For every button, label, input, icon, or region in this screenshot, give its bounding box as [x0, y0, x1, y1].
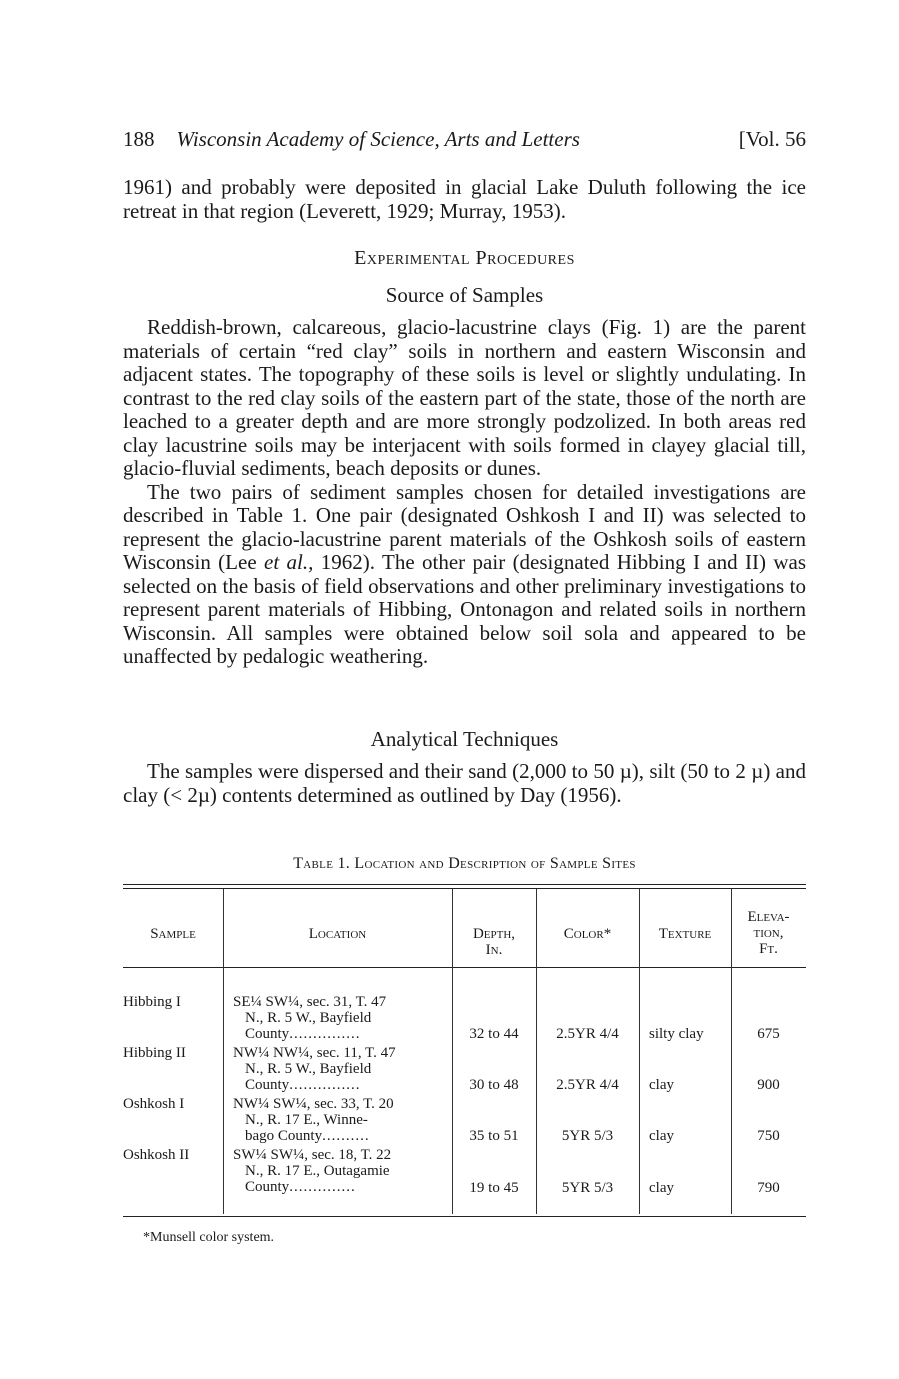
cell-location-line: SW¼ SW¼, sec. 18, T. 22 — [233, 1147, 392, 1163]
header-elevation-line-2: tion, — [753, 925, 784, 941]
cell-depth: 32 to 44 — [469, 1026, 519, 1042]
running-head — [123, 127, 806, 152]
cell-texture: clay — [649, 1180, 674, 1196]
cell-depth: 19 to 45 — [469, 1180, 519, 1196]
cell-location-line: NW¼ NW¼, sec. 11, T. 47 — [233, 1045, 396, 1061]
table-header-rule — [123, 967, 806, 968]
cell-color: 2.5YR 4/4 — [556, 1077, 619, 1093]
cell-location-line: SE¼ SW¼, sec. 31, T. 47 — [233, 994, 387, 1010]
cell-elevation: 790 — [757, 1180, 780, 1196]
table-caption: Table 1. Location and Description of Sample Sites — [293, 855, 636, 872]
cell-location-line — [233, 1128, 452, 1144]
cell-texture: clay — [649, 1077, 674, 1093]
page-number: 188 — [123, 127, 155, 151]
paragraph-sources-2-part-1: The two pairs of sediment samples chosen for detailed investigations are described in Table 1. One pair (designated Oshkosh I and II) was selected to represent the glacio-lacustrine parent materials of the Oshkosh soils of eastern Wisconsin (Lee — [123, 479, 806, 574]
leader-dots: .............. — [289, 1179, 356, 1195]
cell-color: 5YR 5/3 — [561, 1180, 614, 1196]
cell-sample: Oshkosh I — [123, 1096, 185, 1112]
cell-location — [233, 1096, 452, 1144]
cell-location — [233, 1147, 452, 1195]
cell-location — [233, 994, 452, 1042]
leader-dots: ............... — [289, 1026, 361, 1042]
intro-paragraph-text: 1961) and probably were deposited in glacial Lake Duluth following the ice retreat in that region (Leverett, 1929; Murray, 1953). — [123, 175, 806, 223]
cell-sample: Hibbing II — [123, 1045, 186, 1061]
header-elevation-line-3: Ft. — [759, 941, 778, 957]
volume-label: [Vol. 56 — [738, 127, 806, 151]
subheading-analytical-techniques: Analytical Techniques — [370, 727, 559, 751]
cell-texture: silty clay — [649, 1026, 704, 1042]
cell-location-line — [233, 1179, 452, 1195]
cell-location-line — [233, 1026, 452, 1042]
cell-location-line — [233, 1077, 452, 1093]
cell-elevation: 900 — [757, 1077, 780, 1093]
cell-location-line: N., R. 5 W., Bayfield — [245, 1061, 372, 1077]
header-color: Color* — [563, 926, 612, 942]
paragraph-sources-2-part-2: 1962). The other pair (designated Hibbing I and II) was selected on the basis of field observations and other preliminary investigations to represent parent materials of Hibbing, Ontonagon and related soils in northern Wisconsin. All samples were obtained below soil sola and appeared to be unaffected by pedalogic weathering. — [123, 550, 807, 668]
cell-elevation: 750 — [757, 1128, 780, 1144]
county-name: County — [245, 1077, 290, 1093]
leader-dots: ............... — [289, 1077, 361, 1093]
header-location: Location — [308, 926, 367, 942]
cell-color: 2.5YR 4/4 — [556, 1026, 619, 1042]
table-top-rule-2 — [123, 888, 806, 889]
header-elevation — [731, 909, 806, 957]
cell-location-line: N., R. 5 W., Bayfield — [245, 1010, 372, 1026]
cell-location-line: NW¼ SW¼, sec. 33, T. 20 — [233, 1096, 394, 1112]
cell-location — [233, 1045, 452, 1093]
county-name: County — [245, 1026, 290, 1042]
cell-location-line: N., R. 17 E., Outagamie — [245, 1163, 390, 1179]
paragraph-sources-1: Reddish-brown, calcareous, glacio-lacustrine clays (Fig. 1) are the parent materials of certain “red clay” soils in northern and eastern Wisconsin and adjacent states. The topography of these soils is level or slightly undulating. In contrast to the red clay soils of the eastern part of the state, those of the north are leached to a greater depth and are more strongly podzolized. In both areas red clay lacustrine soils may be interjacent with soils formed in clayey glacial till, glacio-fluvial sediments, beach deposits or dunes. — [123, 315, 806, 480]
paragraph-sources-2 — [123, 481, 806, 669]
cell-depth: 35 to 51 — [469, 1128, 519, 1144]
county-name: County — [245, 1179, 290, 1195]
cell-depth: 30 to 48 — [469, 1077, 519, 1093]
cell-color: 5YR 5/3 — [561, 1128, 614, 1144]
county-name: bago County — [245, 1128, 323, 1144]
cell-sample: Hibbing I — [123, 994, 181, 1010]
analytical-section — [123, 760, 806, 807]
cell-location-line: N., R. 17 E., Winne- — [245, 1112, 368, 1128]
section-heading: Experimental Procedures — [354, 247, 575, 269]
source-of-samples-section — [123, 316, 806, 669]
cell-sample: Oshkosh II — [123, 1147, 190, 1163]
cell-elevation: 675 — [757, 1026, 780, 1042]
cell-texture: clay — [649, 1128, 674, 1144]
intro-paragraph — [123, 176, 806, 223]
leader-dots: .......... — [322, 1128, 370, 1144]
table-bottom-rule — [123, 1216, 806, 1217]
table-top-rule — [123, 884, 806, 885]
header-depth — [452, 926, 536, 958]
subheading-source-of-samples: Source of Samples — [385, 283, 544, 307]
header-elevation-line-1: Eleva- — [747, 909, 790, 925]
header-sample: Sample — [150, 926, 196, 942]
header-depth-line-1: Depth, — [472, 926, 516, 942]
paragraph-analytical: The samples were dispersed and their sand (2,000 to 50 µ), silt (50 to 2 µ) and clay (< 2µ) contents determined as outlined by Day (1956). — [123, 759, 806, 807]
table-footnote: *Munsell color system. — [143, 1230, 275, 1245]
et-al-italic: et al., — [264, 550, 314, 574]
journal-title: Wisconsin Academy of Science, Arts and Letters — [176, 127, 580, 151]
header-depth-line-2: In. — [485, 942, 503, 958]
header-texture: Texture — [658, 926, 712, 942]
